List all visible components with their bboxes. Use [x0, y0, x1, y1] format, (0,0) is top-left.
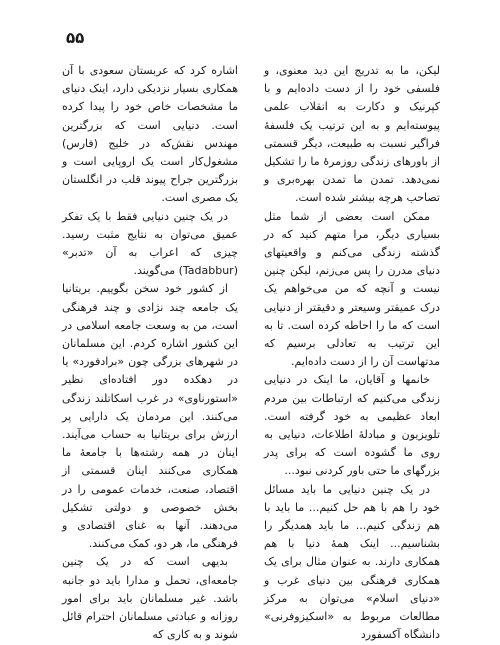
paragraph: خانمها و آقایان، ما اینک در دنیایی زندگی می‌کنیم که ارتباطات بین مردم ابعاد عظیمی به خود گرفته است. تلویزیون و مبادلهٔ اطلاعات، دنیایی به روی ما گشوده است که برای پدر بزرگهای ما حتی باور کردنی نبود...: [264, 373, 440, 478]
right-text-column: [264, 62, 440, 645]
paragraph: لیکن، ما به تدریج این دید معنوی، و فلسفی خود را از دست داده‌ایم و با کپرنیک و دکارت به انقلاب علمی پیوسته‌ایم و به این ترتیب یک فلسفهٔ فراگیر نسبت به طبیعت، دیگر قسمتی از باورهای زندگی روزمرهٔ ما را تشکیل نمی‌دهد. تمدن ما تمدن بهره‌بری و تصاحب هرچه بیشتر شده است.: [264, 64, 440, 205]
paragraph: بدیهی است که در یک چنین جامعه‌ای، تحمل و مدارا باید دو جانبه باشد. غیر مسلمانان باید برای امور روزانه و عبادتی مسلمانان احترام قائل شوند و به کاری که: [62, 555, 238, 642]
paragraph: از کشور خود سخن بگوییم. بریتانیا یک جامعه چند نژادی و چند فرهنگی است، من به وسعت جامعه اسلامی در این کشور اشاره کردم. این مسلمانان در شهرهای بزرگی چون «برادفورد» یا در دهکده دور افتاده‌ای نظیر «استورناوی» در غرب اسکاتلند زندگی می‌کنند. این مردمان یک دارایی پر ارزش برای بریتانیا به حساب می‌آیند. اینان در همه رشته‌ها با جامعهٔ ما همکاری می‌کنند اینان قسمتی از اقتصاد، صنعت، خدمات عمومی را در بخش خصوصی و دولتی تشکیل می‌دهند. آنها به غنای اقتصادی و فرهنگی ما، هر دو، کمک می‌کنند.: [62, 282, 238, 551]
paragraph: اشاره کرد که عربستان سعودی با آن همکاری بسیار نزدیکی دارد، اینک دنیای ما مشخصات خاص خود را پیدا کرده است. دنیایی است که بزرگترین مهندس نقش‌که در خلیج (فارس) مشغول‌کار است یک اروپایی است و بزرگترین جراح پیوند قلب در انگلستان یک مصری است.: [62, 64, 238, 205]
paragraph: در یک چنین دنیایی فقط با یک تفکر عمیق می‌توان به نتایج مثبت رسید. چیزی که اعراب به آن «تدبر» (Tadabbur) می‌گویند.: [62, 209, 238, 278]
page-number: ۵۵: [66, 29, 85, 47]
left-text-column: [62, 62, 238, 645]
paragraph: ممکن است بعضی از شما مثل بسیاری دیگر، مرا متهم کنید که در گذشته زندگی می‌کنم و واقعیتهای دنیای مدرن را پس می‌زنم، لیکن چنین نیست و آنچه که من می‌خواهم یک درک عمیقتر وسیعتر و دقیقتر از دنیایی است که ما را احاطه کرده است. تا به این ترتیب به تعادلی برسیم که مدتهاست آن را از دست داده‌ایم.: [264, 209, 440, 369]
paragraph: در یک چنین دنیایی ما باید مسائل خود را هم با هم حل کنیم... ما باید با هم زندگی کنیم... ما باید همدیگر را بشناسیم... اینک همهٔ دنیا با هم همکاری دارند. به عنوان مثال برای یک همکاری فرهنگی بین دنیای غرب و «دنیای اسلام» می‌توان به مرکز مطالعات مربوط به «اسکیزوفرنی» دانشگاه آکسفورد: [264, 482, 440, 642]
